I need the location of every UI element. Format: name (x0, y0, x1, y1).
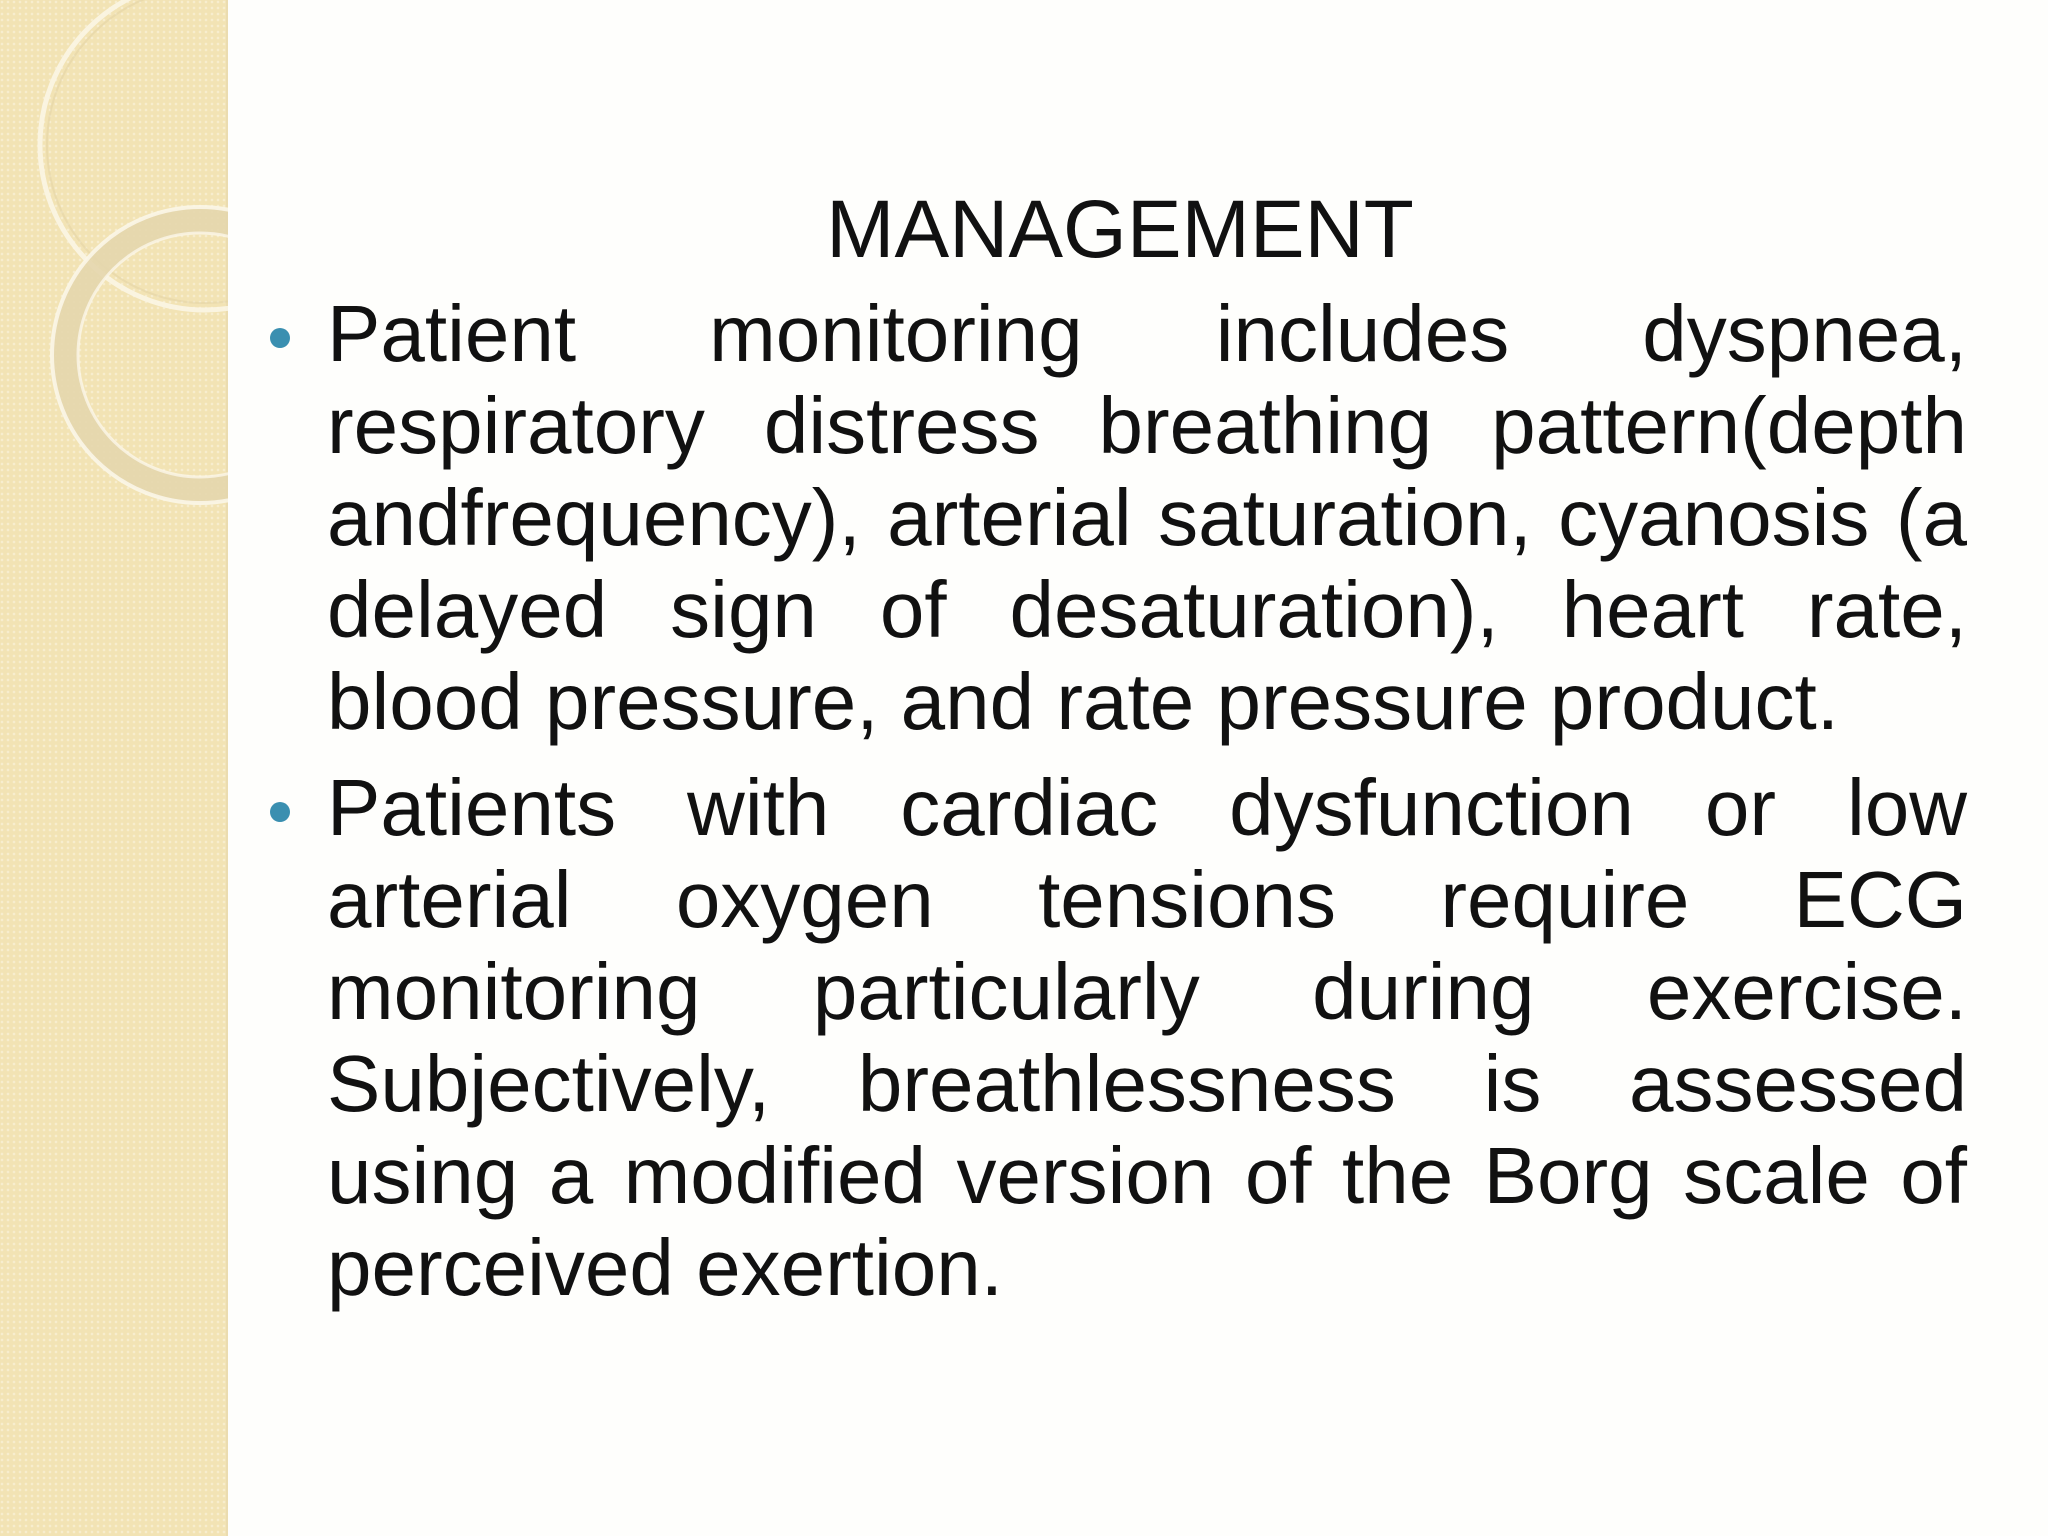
bullet-text: Patients with cardiac dysfunction or low arterial oxygen tensions require ECG monitoring particularly during exercise. Subjectively, breathlessness is assessed using a modified version of the Borg scale of perceived exertion. (327, 763, 1967, 1312)
bullet-list (270, 288, 1970, 1328)
bullet-item (270, 762, 1970, 1314)
bullet-dot-icon (270, 802, 290, 822)
bullet-text: Patient monitoring includes dyspnea, respiratory distress breathing pattern(depth andfrequency), arterial saturation, cyanosis (a delayed sign of desaturation), heart rate, blood pressure, and rate pressure product. (327, 289, 1967, 746)
slide-title: MANAGEMENT (826, 184, 1414, 275)
slide-content (270, 170, 1970, 1470)
bullet-item (270, 288, 1970, 748)
bullet-dot-icon (270, 328, 290, 348)
decorative-rings-icon (0, 0, 228, 560)
decorative-side-strip (0, 0, 228, 1536)
